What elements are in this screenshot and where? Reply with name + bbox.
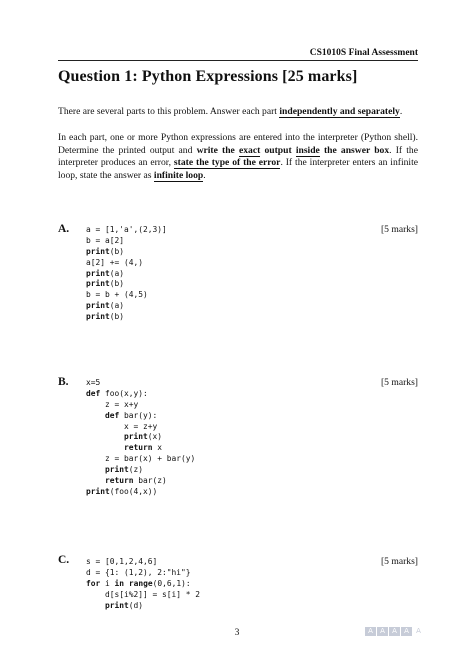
code-text: (x)	[147, 432, 163, 442]
code-text: (a)	[109, 268, 125, 278]
code-text: d[s[i%2]] = s[i] * 2	[105, 589, 201, 599]
code-line	[86, 443, 195, 454]
code-line	[86, 258, 167, 269]
code-line	[86, 590, 200, 601]
code-keyword: print	[124, 432, 148, 442]
question-title: Question 1: Python Expressions [25 marks]	[58, 68, 358, 85]
code-line	[86, 389, 195, 400]
code-keyword: print	[86, 301, 110, 311]
code-text	[86, 411, 105, 420]
emphasis-exact: exact	[238, 144, 261, 156]
code-line	[86, 411, 195, 422]
code-keyword: def	[105, 410, 120, 420]
code-line	[86, 279, 167, 290]
pdf-nav-controls[interactable]	[365, 627, 424, 636]
code-text: (b)	[109, 279, 125, 289]
code-keyword: return	[105, 476, 134, 486]
code-text: s = [0,1,2,4,6]	[86, 557, 158, 566]
code-line	[86, 432, 195, 443]
code-keyword: print	[86, 246, 110, 256]
code-keyword: print	[86, 279, 110, 289]
header-rule	[58, 60, 418, 61]
code-line	[86, 269, 167, 280]
code-line	[86, 487, 195, 498]
intro-text: . If the interpreter enters an infinite loop, state the answer as	[58, 157, 418, 181]
code-keyword: return	[124, 443, 153, 453]
code-line	[86, 247, 167, 258]
emphasis-text: the answer box	[319, 144, 390, 156]
code-text	[86, 476, 105, 485]
code-line	[86, 422, 195, 433]
code-text	[86, 432, 124, 441]
nav-button[interactable]: A	[401, 627, 412, 636]
code-text	[86, 590, 105, 599]
code-text: a = [1,'a',(2,3)]	[86, 225, 167, 234]
code-line	[86, 454, 195, 465]
nav-button[interactable]: A	[365, 627, 376, 636]
code-keyword: print	[86, 486, 110, 496]
code-text: b = a[2]	[86, 235, 125, 245]
code-text: z = bar(x) + bar(y)	[105, 454, 196, 464]
code-text: x = z+y	[124, 421, 158, 431]
intro-text: In each part, one or more Python expressions are entered into the interpreter (Python shell). Determine the printed output and	[58, 132, 418, 156]
emphasis-independently: independently and separately	[279, 106, 400, 117]
code-line	[86, 476, 195, 487]
code-line	[86, 601, 200, 612]
code-text: i	[100, 578, 115, 588]
code-line	[86, 400, 195, 411]
emphasis-error-type: state the type of the error	[173, 157, 281, 169]
code-text: (foo(4,x))	[109, 486, 158, 496]
code-keyword: print	[105, 600, 129, 610]
code-line	[86, 557, 200, 568]
code-text	[86, 601, 105, 610]
code-text: bar(z)	[133, 476, 167, 486]
code-text: x=5	[86, 378, 101, 387]
code-keyword: in	[114, 578, 125, 588]
nav-button[interactable]: A	[389, 627, 400, 636]
intro-text: .	[399, 106, 403, 117]
code-keyword: print	[86, 312, 110, 322]
emphasis-inside: inside	[295, 144, 320, 156]
code-line	[86, 301, 167, 312]
code-text: bar(y):	[119, 410, 158, 420]
code-text: (b)	[109, 246, 125, 256]
code-text: (b)	[109, 312, 125, 322]
part-a-marks: [5 marks]	[380, 224, 418, 235]
part-a-code	[86, 225, 167, 323]
code-text: (z)	[128, 465, 144, 475]
intro-text: .	[203, 169, 206, 181]
part-b-code	[86, 378, 195, 498]
intro-text: . If the interpreter produces an error,	[58, 144, 418, 169]
code-text	[86, 422, 124, 431]
intro-text: There are several parts to this problem. Answer each part	[58, 106, 280, 117]
code-text	[86, 454, 105, 463]
code-keyword: print	[86, 268, 110, 278]
code-keyword: for	[86, 578, 101, 588]
intro-paragraph-2	[58, 132, 418, 182]
code-text	[86, 400, 105, 409]
code-line	[86, 579, 200, 590]
part-c-label: C.	[58, 554, 70, 566]
part-b-marks: [5 marks]	[380, 377, 418, 388]
code-text: d = {1: (1,2), 2:"hi"}	[86, 567, 191, 577]
code-text: a[2] += (4,)	[86, 257, 144, 267]
nav-button[interactable]: A	[413, 627, 424, 636]
code-line	[86, 312, 167, 323]
code-text: (a)	[109, 301, 125, 311]
code-keyword: def	[86, 388, 101, 398]
code-text	[86, 443, 124, 452]
course-header: CS1010S Final Assessment	[309, 48, 418, 58]
emphasis-text: output	[260, 144, 296, 156]
code-text	[86, 465, 105, 474]
code-text: x	[152, 443, 163, 453]
code-keyword: range	[128, 578, 153, 588]
part-c-marks: [5 marks]	[380, 556, 418, 567]
code-text: (0,6,1):	[152, 578, 191, 588]
part-c-code	[86, 557, 200, 611]
intro-paragraph-1	[58, 106, 418, 119]
code-line	[86, 290, 167, 301]
code-line	[86, 568, 200, 579]
code-line	[86, 378, 195, 389]
code-line	[86, 236, 167, 247]
code-text: (d)	[128, 600, 144, 610]
code-keyword: print	[105, 465, 129, 475]
code-line	[86, 225, 167, 236]
emphasis-infinite-loop: infinite loop	[153, 169, 204, 181]
code-line	[86, 465, 195, 476]
part-a-label: A.	[58, 223, 70, 235]
page-number: 3	[234, 627, 240, 638]
emphasis-text: write the	[196, 144, 239, 156]
nav-button[interactable]: A	[377, 627, 388, 636]
part-b-label: B.	[58, 376, 69, 388]
code-text: foo(x,y):	[100, 388, 148, 398]
code-text: b = b + (4,5)	[86, 290, 148, 300]
code-text: z = x+y	[105, 399, 139, 409]
